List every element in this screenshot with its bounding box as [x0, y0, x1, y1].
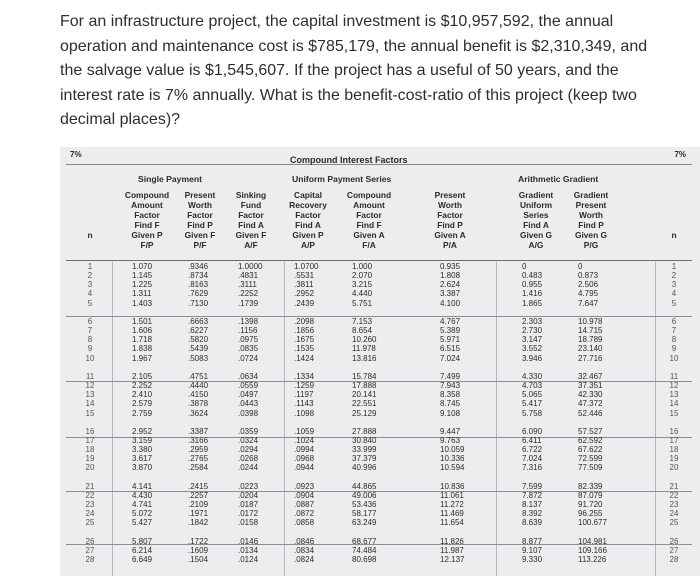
column-divider — [496, 262, 497, 576]
header-fp: Compound Amount Factor Find F Given P F/P — [124, 190, 170, 250]
column-n: 1 2 3 4 5 6 7 8 9 10 11 12 13 14 15 16 17 18 19 20 21 22 23 24 25 26 27 28 — [85, 262, 95, 564]
uniform-series-heading: Uniform Payment Series — [292, 174, 392, 184]
header-n: n — [87, 230, 93, 240]
column-ag: 0 0.483 0.955 1.416 1.865 2.303 2.730 3.147 3.552 3.946 4.330 4.703 5.065 5.417 5.758 6.090 6.411 6.722 7.024 7.316 7.599 7.872 8.137 8.392 8.639 8.877 9.107 9.330 — [522, 262, 543, 564]
column-ap: 1.0700 .5531 .3811 .2952 .2439 .2098 .1856 .1675 .1535 .1424 .1334 .1259 .1197 .1143 .1098 .1059 .1024 .0994 .0968 .0944 .0923 .0904 .0887 .0872 .0858 .0846 .0834 .0824 — [294, 262, 319, 564]
single-payment-heading: Single Payment — [138, 174, 202, 184]
question-text: For an infrastructure project, the capital investment is $10,957,592, the annual operation and maintenance cost is $785,179, the annual benefit is $2,310,349, and the salvage value is $1,545,607. If the project has a useful of 50 years, and the interest rate is 7% annually. What is the benefit-cost-ratio of this project (keep two decimal places)? — [60, 13, 648, 128]
rate-label-right: 7% — [674, 150, 686, 159]
header-n-right: n — [671, 230, 677, 240]
header-pf: Present Worth Factor Find P Given F P/F — [184, 190, 216, 250]
column-fa: 1.000 2.070 3.215 4.440 5.751 7.153 8.654 10.260 11.978 13.816 15.784 17.888 20.141 22.551 25.129 27.888 30.840 33.999 37.379 40.996 44.865 49.006 53.436 58.177 63.249 68.677 74.484 80.698 — [352, 262, 377, 564]
interest-factor-table-image — [60, 147, 700, 576]
column-af: 1.0000 .4831 .3111 .2252 .1739 .1398 .1156 .0975 .0835 .0724 .0634 .0559 .0497 .0443 .0398 .0359 .0324 .0294 .0268 .0244 .0223 .0204 .0187 .0172 .0158 .0146 .0134 .0124 — [238, 262, 263, 564]
column-pg: 0 0.873 2.506 4.795 7.647 10.978 14.715 18.789 23.140 27.716 32.467 37.351 42.330 47.372 52.446 57.527 62.592 67.622 72.599 77.509 82.339 87.079 91.720 96.255 100.677 104.981 109.166 113.226 — [578, 262, 607, 564]
rate-label-left: 7% — [70, 150, 82, 159]
header-rule — [66, 260, 692, 261]
column-divider — [112, 262, 113, 576]
column-pf: .9346 .8734 .8163 .7629 .7130 .6663 .6227 .5820 .5439 .5083 .4751 .4440 .4150 .3878 .3624 .3387 .3166 .2959 .2765 .2584 .2415 .2257 .2109 .1971 .1842 .1722 .1609 .1504 — [188, 262, 209, 564]
column-n-right: 1 2 3 4 5 6 7 8 9 10 11 12 13 14 15 16 17 18 19 20 21 22 23 24 25 26 27 28 — [669, 262, 679, 564]
header-ag: Gradient Uniform Series Find A Given G A/G — [518, 190, 554, 250]
column-fp: 1.070 1.145 1.225 1.311 1.403 1.501 1.606 1.718 1.838 1.967 2.105 2.252 2.410 2.579 2.759 2.952 3.159 3.380 3.617 3.870 4.141 4.430 4.741 5.072 5.427 5.807 6.214 6.649 — [132, 262, 153, 564]
column-divider — [655, 262, 656, 576]
header-pg: Gradient Present Worth Find P Given G P/G — [573, 190, 609, 250]
table-title: Compound Interest Factors — [290, 155, 408, 165]
header-af: Sinking Fund Factor Find A Given F A/F — [235, 190, 267, 250]
header-pa: Present Worth Factor Find P Given A P/A — [434, 190, 466, 250]
column-divider — [284, 262, 285, 576]
header-ap: Capital Recovery Factor Find A Given P A/P — [289, 190, 327, 250]
column-pa: 0.935 1.808 2.624 3.387 4.100 4.767 5.389 5.971 6.515 7.024 7.499 7.943 8.358 8.745 9.108 9.447 9.763 10.059 10.336 10.594 10.836 11.061 11.272 11.469 11.654 11.826 11.987 12.137 — [440, 262, 465, 564]
header-fa: Compound Amount Factor Find F Given A F/A — [346, 190, 392, 250]
gradient-heading: Arithmetic Gradient — [518, 174, 599, 184]
